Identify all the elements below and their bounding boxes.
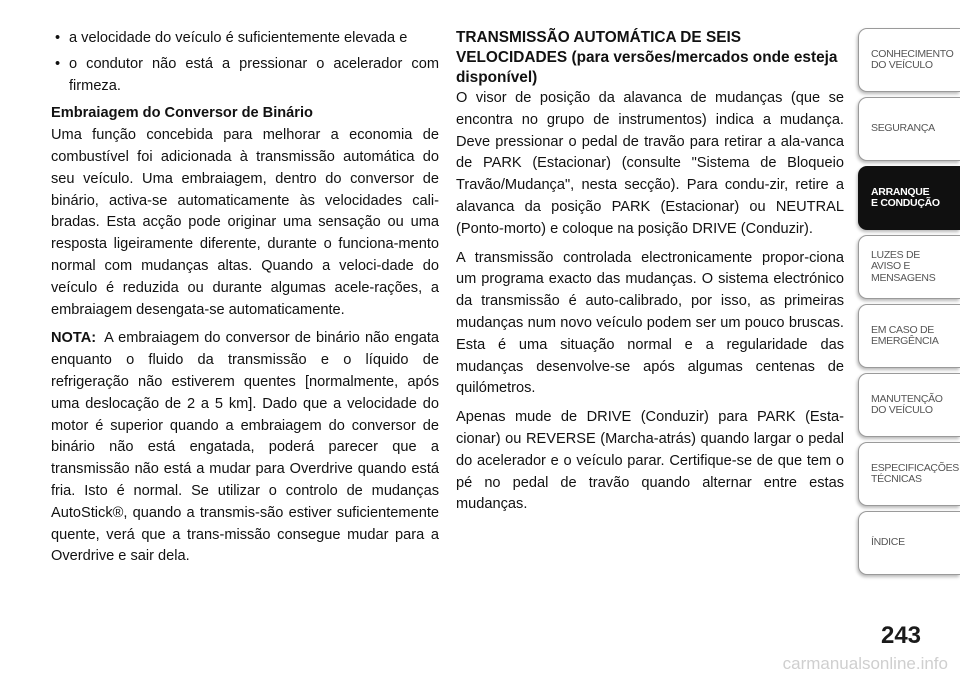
section-heading: TRANSMISSÃO AUTOMÁTICA DE SEIS VELOCIDADES (para versões/mercados onde esteja disponível) <box>456 29 838 86</box>
watermark-text: carmanualsonline.info <box>782 654 948 673</box>
tab-especificacoes-tecnicas[interactable]: ESPECIFICAÇÕES TÉCNICAS <box>858 442 960 506</box>
note-label: NOTA: <box>51 330 97 347</box>
tab-arranque-e-conducao[interactable]: ARRANQUE E CONDUÇÃO <box>858 166 960 230</box>
note-paragraph <box>51 328 439 568</box>
tab-conhecimento-do-veiculo[interactable]: CONHECIMENTO DO VEÍCULO <box>858 28 960 92</box>
list-item: • a velocidade do veículo é suficientemente elevada e <box>51 28 439 50</box>
body-paragraph: A transmissão controlada electronicamente propor-ciona um programa exacto das mudanças. O sistema electrónico da transmissão é auto-calibrado, por isso, as primeiras mudanças num novo veículo podem ser um pouco bruscas. Esta é uma situação normal e a regularidade das mudanças desenvolve-se após algumas centenas de quilómetros. <box>456 249 844 397</box>
bullet-list <box>51 28 439 97</box>
tab-em-caso-de-emergencia[interactable]: EM CASO DE EMERGÊNCIA <box>858 304 960 368</box>
tab-manutencao-do-veiculo[interactable]: MANUTENÇÃO DO VEÍCULO <box>858 373 960 437</box>
page-number: 243 <box>880 622 922 649</box>
body-paragraph: Apenas mude de DRIVE (Conduzir) para PARK (Esta-cionar) ou REVERSE (Marcha-atrás) quando largar o pedal do acelerador e o veículo parar. Certifique-se de que tem o pé no pedal de travão quando alternar entre estas mudanças. <box>456 409 844 513</box>
left-column <box>51 28 439 575</box>
body-paragraph: Uma função concebida para melhorar a economia de combustível foi adicionada à transmissão automática do seu veículo. Uma embraiagem, dentro do conversor de binário, activa-se automaticamente às velocidades cali-bradas. Esta acção pode originar uma sensação ou uma resposta ligeiramente diferente, durante o funciona-mento normal com mudanças altas. Quando a veloci-dade do veículo é reduzida ou durante algumas acele-rações, a embraiagem desengata-se automaticamente. <box>51 127 439 318</box>
tab-indice[interactable]: ÍNDICE <box>858 511 960 575</box>
right-column <box>456 28 844 523</box>
note-text: A embraiagem do conversor de binário não engata enquanto o fluido da transmissão e o líquido de refrigeração não estiverem quentes [normalmente, após uma deslocação de 2 a 5 km]. Dado que a velocidade do motor é superior quando a embraiagem do conversor de binário não está engatada, poderá parecer que a transmissão não está a mudar para Overdrive quando está fria. Isto é normal. Se utilizar o controlo de mudanças AutoStick®, quando a transmis-são estiver suficientemente quente, verá que a trans-missão consegue mudar para a Overdrive e sair dela. <box>51 330 439 565</box>
tab-luzes-de-aviso[interactable]: LUZES DE AVISO E MENSAGENS <box>858 235 960 299</box>
tab-seguranca[interactable]: SEGURANÇA <box>858 97 960 161</box>
chapter-tabs <box>858 28 960 580</box>
list-item: • o condutor não está a pressionar o acelerador com firmeza. <box>51 54 439 98</box>
section-heading: Embraiagem do Conversor de Binário <box>51 105 313 122</box>
body-paragraph: O visor de posição da alavanca de mudanças (que se encontra no grupo de instrumentos) indica a mudança. Deve pressionar o pedal de travão para retirar a ala-vanca de PARK (Estacionar) (consulte "Sistema de Bloqueio Travão/Mudança", nesta secção). Para condu-zir, retire a alavanca da posição PARK (Estacionar) ou NEUTRAL (Ponto-morto) e coloque na posição DRIVE (Conduzir). <box>456 90 844 237</box>
